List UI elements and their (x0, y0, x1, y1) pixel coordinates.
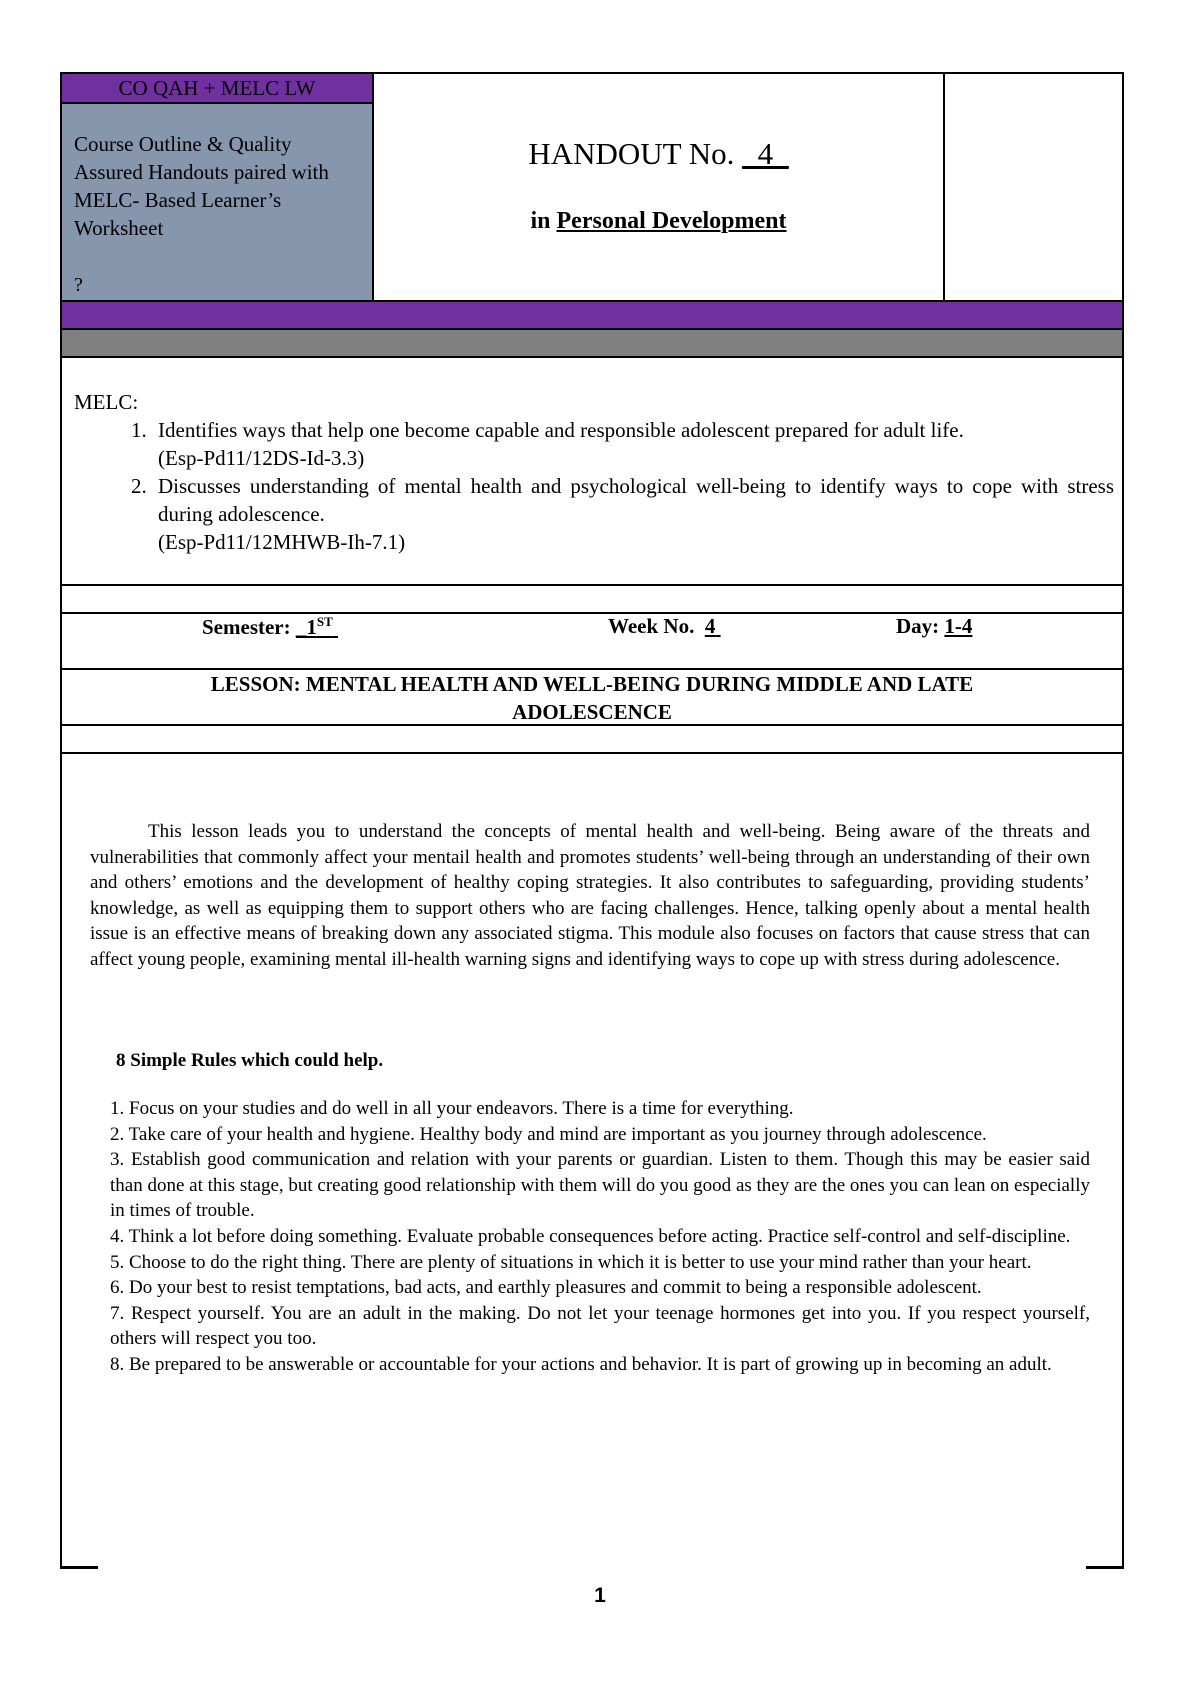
week-value: 4 (704, 614, 716, 638)
course-outline-description: Course Outline & Quality Assured Handouts paired with MELC- Based Learner’s Worksheet (74, 132, 329, 240)
rules-list (110, 1096, 1090, 1378)
lesson-intro: This lesson leads you to understand the concepts of mental health and well-being. Being aware of the threats and vulnerabilities that commonly affect your mentail health and promotes students’ well-being through an understanding of their own and others’ emotions and the development of healthy coping strategies. It also contributes to safeguarding, providing students’ knowledge, as well as equipping them to support others who are facing challenges. Hence, talking openly about a mental health issue is an effective means of breaking down any associated stigma. This module also focuses on factors that cause stress that can affect young people, examining mental ill-health warning signs and identifying ways to cope up with stress during adolescence. (90, 821, 1090, 970)
semester: Semester: _1ST (202, 614, 338, 640)
handout-title-box (374, 74, 945, 300)
course-outline-box (62, 74, 374, 300)
co-qah-melc-badge: CO QAH + MELC LW (62, 74, 372, 104)
subject-name: Personal Development (556, 208, 787, 234)
frame-corner-left (60, 1566, 98, 1569)
semester-value: _1ST (295, 614, 333, 639)
melc-item-text: Discusses understanding of mental health and psychological well-being to identify ways to cope with stress during adolescence. (158, 474, 1114, 526)
header-row (62, 74, 1122, 302)
gray-divider (62, 330, 1122, 358)
melc-item (152, 416, 1114, 472)
list-item: 5. Choose to do the right thing. There are plenty of situations in which it is better to use your mind rather than your heart. (110, 1251, 1032, 1273)
subject-line (374, 208, 943, 235)
purple-divider (62, 302, 1122, 330)
handout-title (374, 136, 943, 172)
handout-frame (60, 72, 1124, 1568)
day: Day: 1-4 (896, 614, 973, 638)
melc-item (152, 472, 1114, 556)
divider-line (62, 752, 1122, 754)
melc-item-code: (Esp-Pd11/12DS-Id-3.3) (158, 446, 365, 470)
melc-section (74, 388, 1114, 556)
list-item: 3. Establish good communication and relation with your parents or guardian. Listen to them. Though this may be easier said than done at this stage, but creating good relationship with them will do you good as they are the ones you can lean on especially in times of trouble. (110, 1149, 1090, 1222)
rules-title: 8 Simple Rules which could help. (116, 1050, 384, 1071)
day-value: 1-4 (944, 614, 973, 638)
divider-line (62, 584, 1122, 586)
divider-line (62, 724, 1122, 726)
subject-prefix: in (530, 208, 551, 234)
list-item: 4. Think a lot before doing something. Evaluate probable consequences before acting. Practice self-control and self-discipline. (110, 1225, 1071, 1247)
list-item: 2. Take care of your health and hygiene. Healthy body and mind are important as you journey through adolescence. (110, 1123, 987, 1145)
page-number: 1 (594, 1584, 606, 1607)
question-mark: ? (74, 274, 83, 296)
list-item: 1. Focus on your studies and do well in all your endeavors. There is a time for everything. (110, 1098, 794, 1119)
melc-item-text: Identifies ways that help one become capable and responsible adolescent prepared for adult life. (158, 418, 964, 442)
frame-corner-right (1086, 1566, 1124, 1569)
list-item: 8. Be prepared to be answerable or accountable for your actions and behavior. It is part of growing up in becoming an adult. (110, 1353, 1052, 1375)
week: Week No. 4 (608, 614, 721, 639)
melc-list (74, 416, 1114, 556)
handout-prefix: HANDOUT No. (528, 136, 735, 171)
handout-number: _4_ (742, 136, 789, 171)
melc-item-code: (Esp-Pd11/12MHWB-Ih-7.1) (158, 530, 406, 554)
list-item: 6. Do your best to resist temptations, bad acts, and earthly pleasures and commit to being a responsible adolescent. (110, 1277, 982, 1299)
list-item: 7. Respect yourself. You are an adult in the making. Do not let your teenage hormones get into you. If you respect yourself, others will respect you too. (110, 1302, 1090, 1350)
melc-label: MELC: (74, 390, 139, 414)
lesson-title: LESSON: MENTAL HEALTH AND WELL-BEING DURING MIDDLE AND LATE ADOLESCENCE (210, 672, 974, 724)
